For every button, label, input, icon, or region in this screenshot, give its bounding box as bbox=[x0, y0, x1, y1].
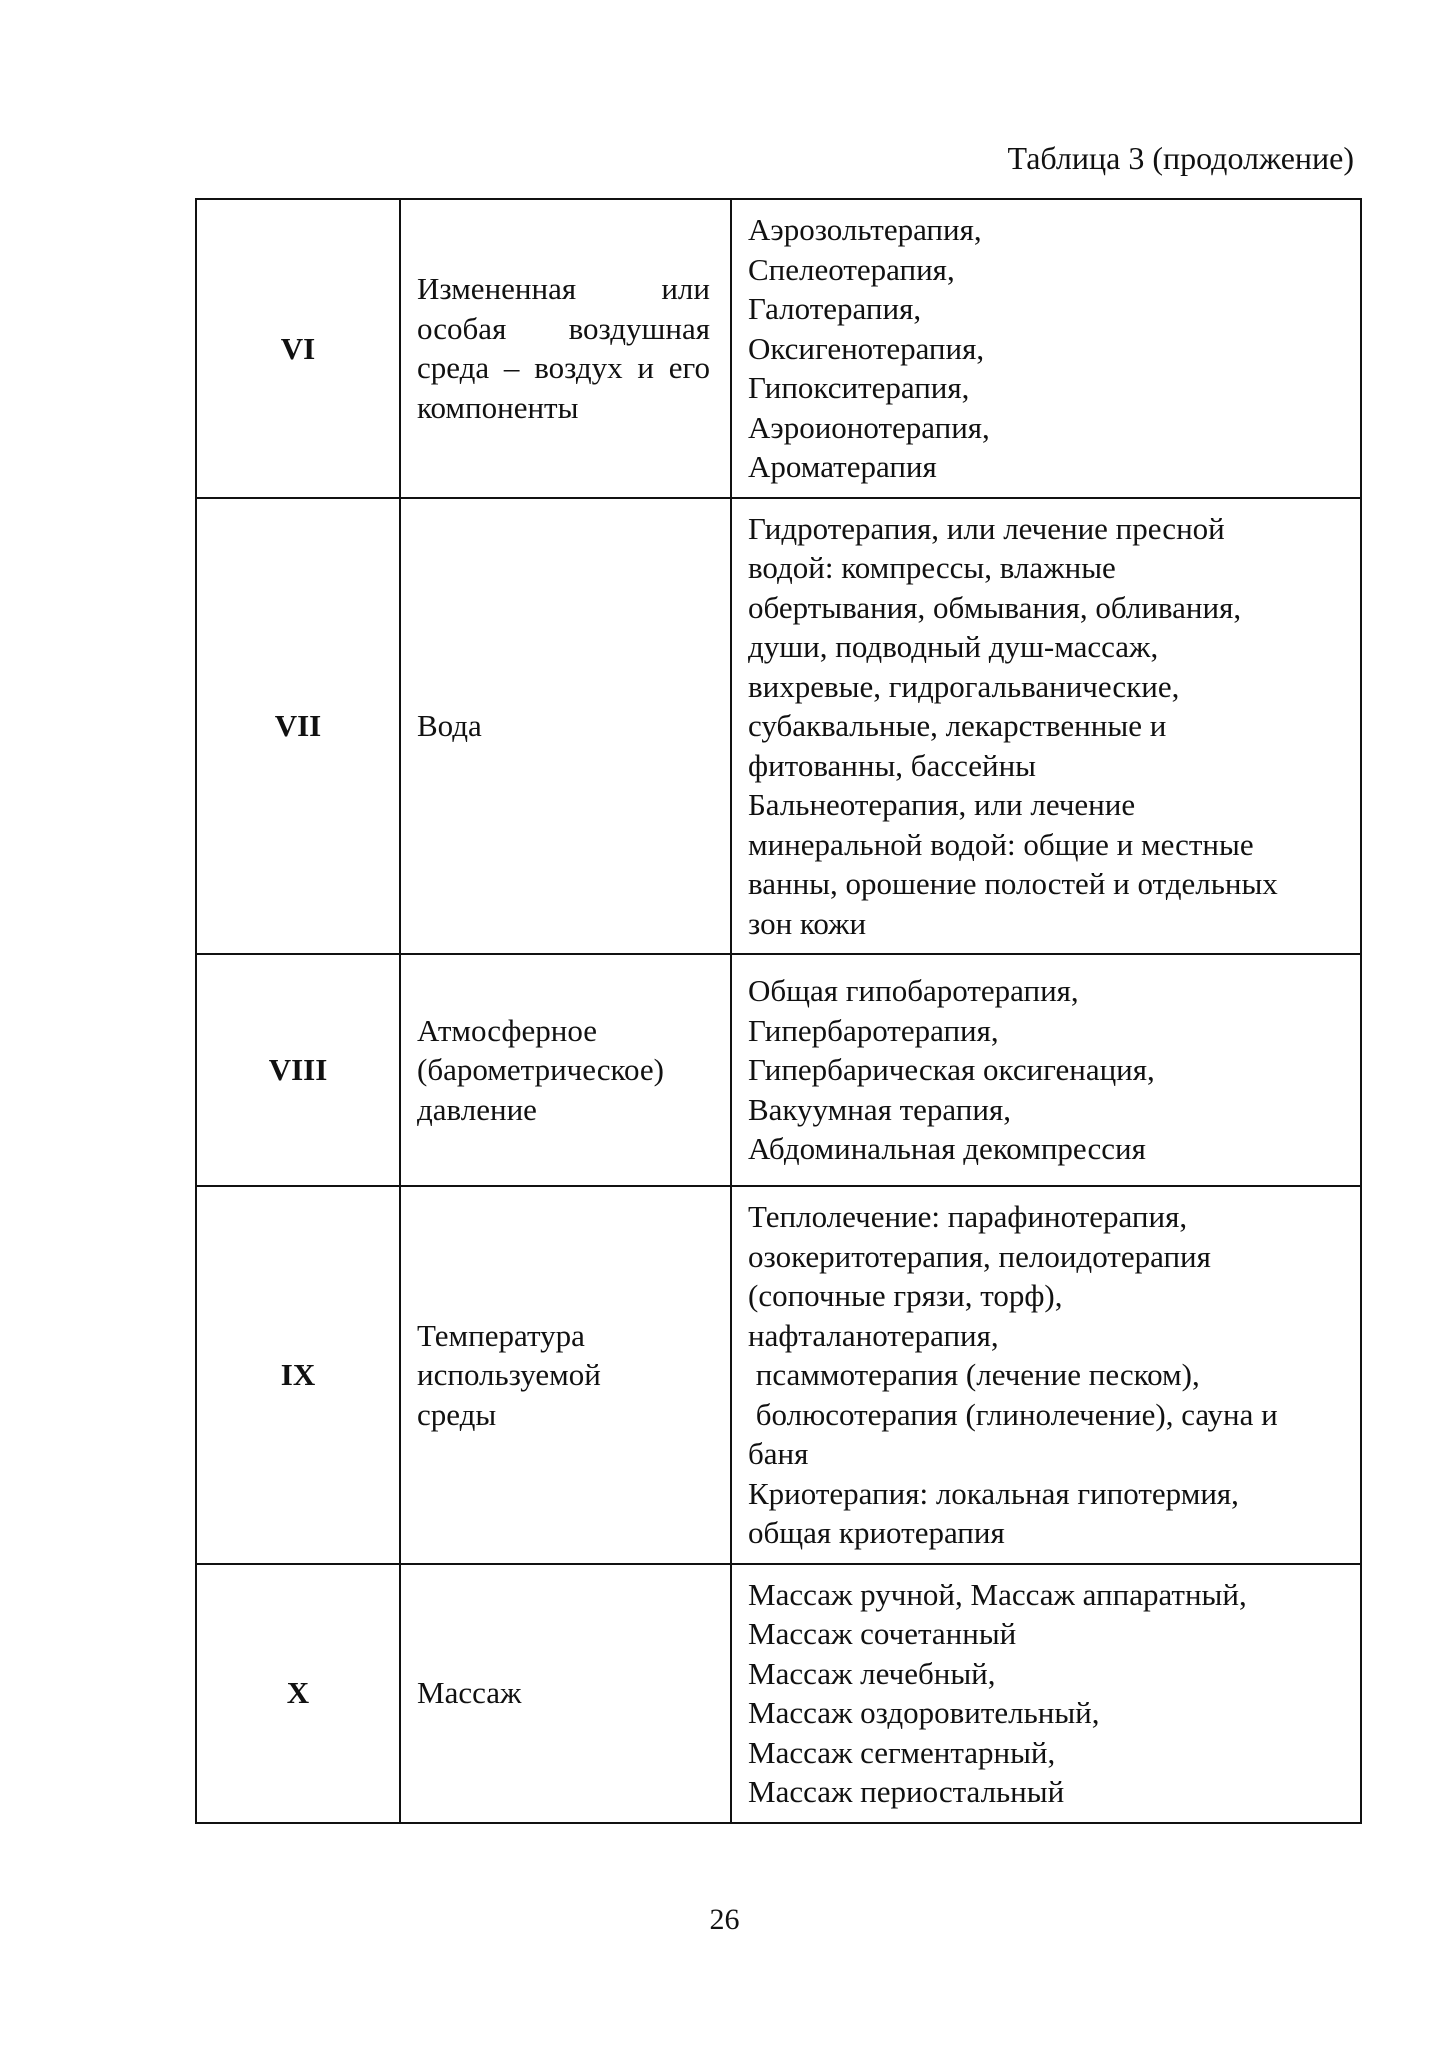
method-line: Гидротерапия, или лечение пресной bbox=[748, 510, 1225, 546]
methods-cell bbox=[731, 1564, 1361, 1823]
method-line: обертывания, обмывания, обливания, bbox=[748, 589, 1242, 625]
method-line: баня bbox=[748, 1436, 809, 1471]
table-caption: Таблица 3 (продолжение) bbox=[1007, 140, 1354, 176]
table-row bbox=[196, 1186, 1361, 1564]
method-line: (сопочные грязи, торф), bbox=[748, 1278, 1063, 1313]
method-line: псаммотерапия (лечение песком), bbox=[748, 1357, 1200, 1392]
table-row bbox=[196, 954, 1361, 1186]
method-line: общая криотерапия bbox=[748, 1515, 1005, 1550]
method-line: Общая гипобаротерапия, bbox=[748, 973, 1079, 1009]
row-number-cell: X bbox=[196, 1564, 400, 1823]
method-line: Массаж периостальный bbox=[748, 1774, 1065, 1809]
factor-cell: Температура используемой среды bbox=[400, 1186, 731, 1564]
method-line: Гипербаротерапия, bbox=[748, 1012, 999, 1048]
method-line: Галотерапия, bbox=[748, 291, 922, 326]
method-line: Массаж сочетанный bbox=[748, 1616, 1017, 1651]
method-line: Вакуумная терапия, bbox=[748, 1091, 1011, 1127]
methods-cell bbox=[731, 498, 1361, 955]
method-line: водой: компрессы, влажные bbox=[748, 550, 1116, 585]
factor-cell: Массаж bbox=[400, 1564, 731, 1823]
method-line: фитованны, бассейны bbox=[748, 747, 1037, 783]
row-number-cell: VI bbox=[196, 199, 400, 498]
method-line: Оксигенотерапия, bbox=[748, 330, 985, 366]
method-line: Аэроионотерапия, bbox=[748, 409, 990, 445]
method-line: Гипокситерапия, bbox=[748, 370, 970, 405]
row-number-cell: IX bbox=[196, 1186, 400, 1564]
table-row bbox=[196, 1564, 1361, 1823]
method-line: зон кожи bbox=[748, 905, 867, 941]
method-line: Гипербарическая оксигенация, bbox=[748, 1052, 1155, 1088]
method-line: болюсотерапия (глинолечение), сауна и bbox=[748, 1396, 1278, 1432]
factor-line: Атмосферное bbox=[417, 1012, 597, 1048]
method-line: Теплолечение: парафинотерапия, bbox=[748, 1199, 1188, 1234]
factor-cell bbox=[400, 954, 731, 1186]
page-number: 26 bbox=[709, 1903, 740, 1936]
method-line: минеральной водой: общие и местные bbox=[748, 826, 1254, 862]
method-line: Аэрозольтерапия, bbox=[748, 212, 982, 247]
row-number-cell: VIII bbox=[196, 954, 400, 1186]
method-line: ванны, орошение полостей и отдельных bbox=[748, 866, 1278, 901]
treatment-factors-table bbox=[195, 198, 1362, 1824]
factor-cell: Измененная или особая воздушная среда – воздух и его компоненты bbox=[400, 199, 731, 498]
method-line: субаквальные, лекарственные и bbox=[748, 708, 1167, 743]
table-row bbox=[196, 199, 1361, 498]
factor-cell: Вода bbox=[400, 498, 731, 955]
method-line: Массаж сегментарный, bbox=[748, 1734, 1056, 1770]
method-line: Массаж лечебный, bbox=[748, 1655, 996, 1691]
method-line: Ароматерапия bbox=[748, 449, 937, 484]
method-line: Абдоминальная декомпрессия bbox=[748, 1131, 1146, 1167]
methods-cell bbox=[731, 1186, 1361, 1564]
methods-cell bbox=[731, 199, 1361, 498]
factor-line: давление bbox=[417, 1091, 537, 1127]
method-line: Спелеотерапия, bbox=[748, 251, 955, 287]
method-line: Массаж ручной, Массаж аппаратный, bbox=[748, 1576, 1247, 1612]
method-line: Бальнеотерапия, или лечение bbox=[748, 787, 1136, 822]
method-line: Массаж оздоровительный, bbox=[748, 1695, 1100, 1730]
table-row bbox=[196, 498, 1361, 955]
method-line: озокеритотерапия, пелоидотерапия bbox=[748, 1238, 1211, 1274]
factor-line: (барометрическое) bbox=[417, 1052, 664, 1088]
methods-cell bbox=[731, 954, 1361, 1186]
method-line: нафталанотерапия, bbox=[748, 1317, 999, 1353]
method-line: Криотерапия: локальная гипотермия, bbox=[748, 1475, 1239, 1511]
method-line: души, подводный душ-массаж, bbox=[748, 629, 1159, 664]
row-number-cell: VII bbox=[196, 498, 400, 955]
method-line: вихревые, гидрогальванические, bbox=[748, 668, 1180, 704]
